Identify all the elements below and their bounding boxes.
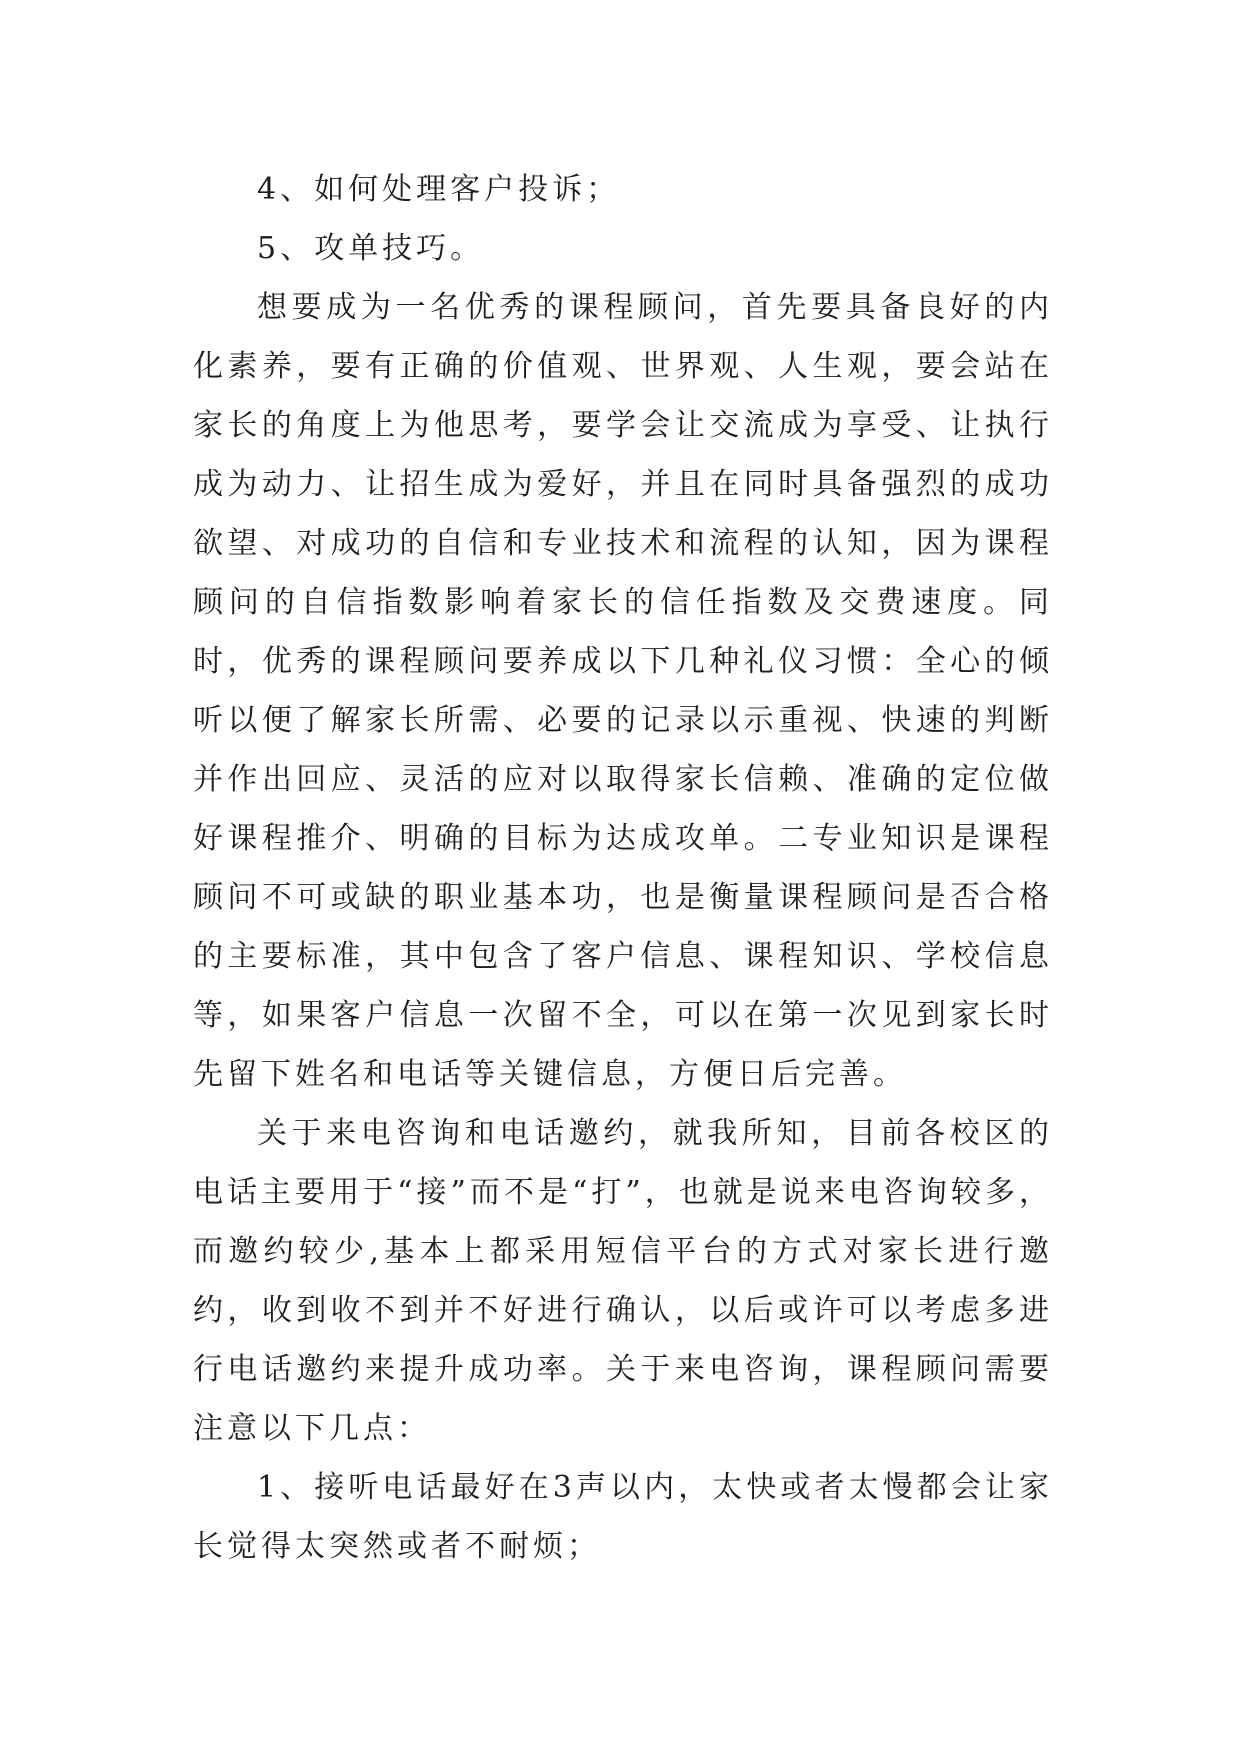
paragraph-phone-consultation: 关于来电咨询和电话邀约，就我所知，目前各校区的电话主要用于“接”而不是“打”，也就是说来电咨询较多，而邀约较少,基本上都采用短信平台的方式对家长进行邀约，收到收不到并不好进行确认，以后或许可以考虑多进行电话邀约来提升成功率。关于来电咨询，课程顾问需要注意以下几点： — [193, 1116, 1053, 1446]
paragraph-course-consultant-qualities: 想要成为一名优秀的课程顾问，首先要具备良好的内化素养，要有正确的价值观、世界观、人生观，要会站在家长的角度上为他思考，要学会让交流成为享受、让执行成为动力、让招生成为爱好，并且在同时具备强烈的成功欲望、对成功的自信和专业技术和流程的认知，因为课程顾问的自信指数影响着家长的信任指数及交费速度。同时，优秀的课程顾问要养成以下几种礼仪习惯：全心的倾听以便了解家长所需、必要的记录以示重视、快速的判断并作出回应、灵活的应对以取得家长信赖、准确的定位做好课程推介、明确的目标为达成攻单。二专业知识是课程顾问不可或缺的职业基本功，也是衡量课程顾问是否合格的主要标准，其中包含了客户信息、课程知识、学校信息等，如果客户信息一次留不全，可以在第一次见到家长时先留下姓名和电话等关键信息，方便日后完善。 — [193, 290, 1053, 1092]
list-item-answer-phone: 1、接听电话最好在3声以内，太快或者太慢都会让家长觉得太突然或者不耐烦； — [193, 1470, 1053, 1564]
document-body — [193, 160, 1053, 1576]
list-item-closing-skills: 5、攻单技巧。 — [257, 231, 485, 266]
list-item-handle-complaints: 4、如何处理客户投诉； — [257, 172, 621, 207]
